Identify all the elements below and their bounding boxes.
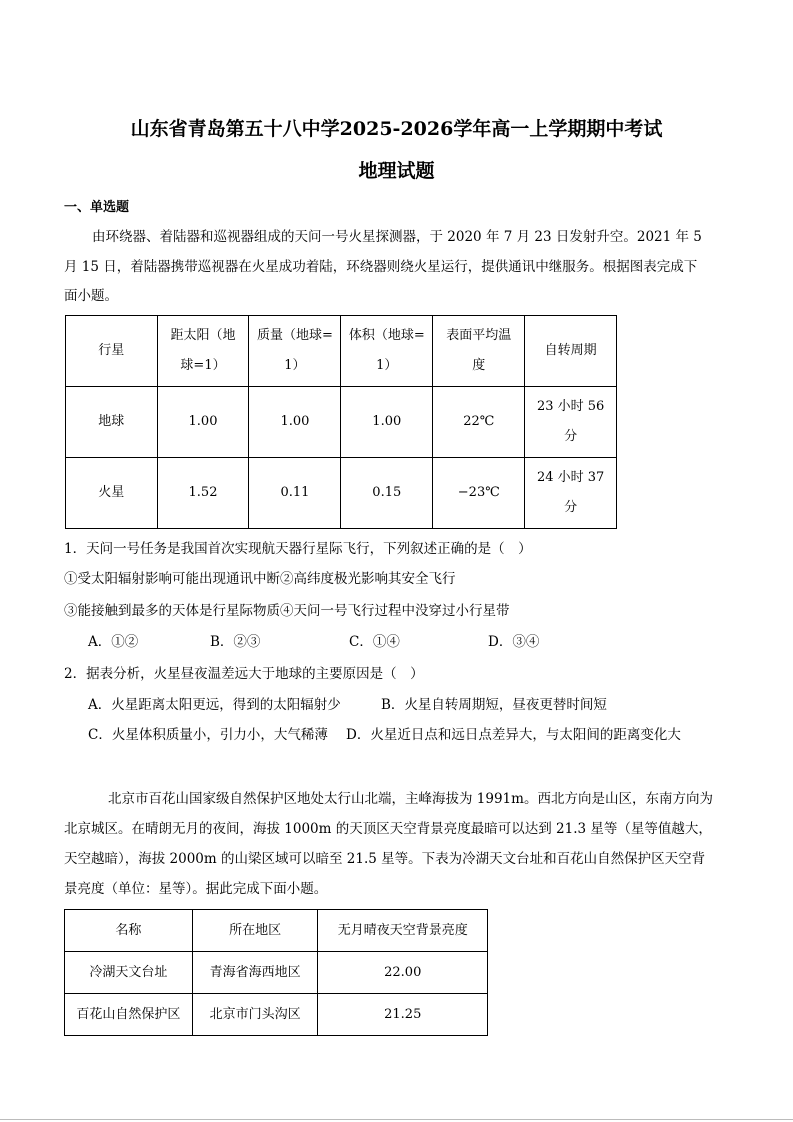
cell-text: 1.00 [372,414,402,429]
passage2-line: 景亮度（单位：星等）。据此完成下面小题。 [64,881,328,897]
table-cell [433,458,525,529]
table-cell [433,387,525,458]
q1-option-c: C．①④ [349,634,400,650]
question-1-statement: ①受太阳辐射影响可能出现通讯中断②高纬度极光影响其安全飞行 [64,571,456,587]
table-row [66,387,617,458]
passage2-line: 北京城区。在晴朗无月的夜间，海拔 1000m 的天顶区天空背景亮度最暗可以达到 21.3 星等（星等值越大， [64,821,712,837]
cell-text: 1.00 [280,414,310,429]
question-1-stem: 1．天问一号任务是我国首次实现航天器行星际飞行，下列叙述正确的是（ ） [64,541,532,557]
table-cell [341,316,433,387]
passage1-line: 面小题。 [64,288,118,304]
table-cell [157,387,249,458]
table-cell [157,316,249,387]
passage2-line: 天空越暗），海拔 2000m 的山梁区域可以暗至 21.5 星等。下表为冷湖天文台址和百花山自然保护区天空背 [64,851,706,867]
cell-text: 体积（地球= [348,328,425,343]
table-header-row [65,910,488,952]
q2-option-c: C．火星体积质量小，引力小，大气稀薄 [88,727,328,743]
passage2-line: 北京市百花山国家级自然保护区地处太行山北端，主峰海拔为 1991m。西北方向是山区，东南方向为 [108,791,713,807]
table-cell [66,316,158,387]
cell-text: 火星 [98,485,125,500]
cell-text: 23 小时 56 [536,399,605,414]
cell-text: 分 [564,429,578,444]
table-cell [341,387,433,458]
table-cell: 名称 [65,910,193,952]
table-cell [66,387,158,458]
table-row [65,952,488,994]
table-cell [525,458,617,529]
table-cell: 北京市门头沟区 [192,994,318,1036]
section-heading: 一、单选题 [64,200,130,215]
cell-text: −23℃ [457,485,500,500]
cell-text: 球=1） [180,358,226,373]
planet-table [65,315,617,529]
table-cell [66,458,158,529]
q2-option-b: B．火星自转周期短，昼夜更替时间短 [381,697,607,713]
page-subtitle: 地理试题 [358,160,435,182]
table-cell: 所在地区 [192,910,318,952]
table-cell [525,316,617,387]
table-row [65,994,488,1036]
q2-option-a: A．火星距离太阳更远，得到的太阳辐射少 [88,697,341,713]
q2-option-d: D．火星近日点和远日点差异大，与太阳间的距离变化大 [346,727,681,743]
cell-text: 地球 [98,414,125,429]
page-title: 山东省青岛第五十八中学2025-2026学年高一上学期期中考试 [130,118,663,140]
table-cell: 21.25 [318,994,488,1036]
table-header-row [66,316,617,387]
table-cell [157,458,249,529]
q1-option-a: A．①② [88,634,139,650]
cell-text: 0.15 [372,485,402,500]
q1-option-d: D．③④ [488,634,540,650]
cell-text: 度 [472,358,486,373]
table-cell: 百花山自然保护区 [65,994,193,1036]
table-cell [525,387,617,458]
cell-text: 1.52 [188,485,218,500]
passage1-line: 由环绕器、着陆器和巡视器组成的天问一号火星探测器，于 2020 年 7 月 23 日发射升空。2021 年 5 [92,229,702,245]
cell-text: 表面平均温 [446,328,512,343]
cell-text: 0.11 [280,485,310,500]
table-cell [341,458,433,529]
cell-text: 1） [376,358,398,373]
table-cell [249,387,341,458]
table-cell [249,458,341,529]
page-bottom-border [0,1119,793,1120]
question-2-stem: 2．据表分析，火星昼夜温差远大于地球的主要原因是（ ） [64,666,424,682]
table-cell: 冷湖天文台址 [65,952,193,994]
table-cell: 青海省海西地区 [192,952,318,994]
cell-text: 行星 [98,343,125,358]
cell-text: 距太阳（地 [170,328,236,343]
table-cell: 22.00 [318,952,488,994]
table-cell: 无月晴夜天空背景亮度 [318,910,488,952]
cell-text: 1.00 [188,414,218,429]
question-1-statement: ③能接触到最多的天体是行星际物质④天问一号飞行过程中没穿过小行星带 [64,603,510,619]
sky-brightness-table [64,909,488,1036]
cell-text: 质量（地球= [256,328,333,343]
cell-text: 分 [564,500,578,515]
table-row [66,458,617,529]
cell-text: 22℃ [463,414,495,429]
passage1-line: 月 15 日，着陆器携带巡视器在火星成功着陆，环绕器则绕火星运行，提供通讯中继服务。根据图表完成下 [64,259,698,275]
cell-text: 1） [284,358,306,373]
table-cell [249,316,341,387]
cell-text: 自转周期 [544,343,597,358]
cell-text: 24 小时 37 [536,470,605,485]
q1-option-b: B．②③ [210,634,261,650]
table-cell [433,316,525,387]
